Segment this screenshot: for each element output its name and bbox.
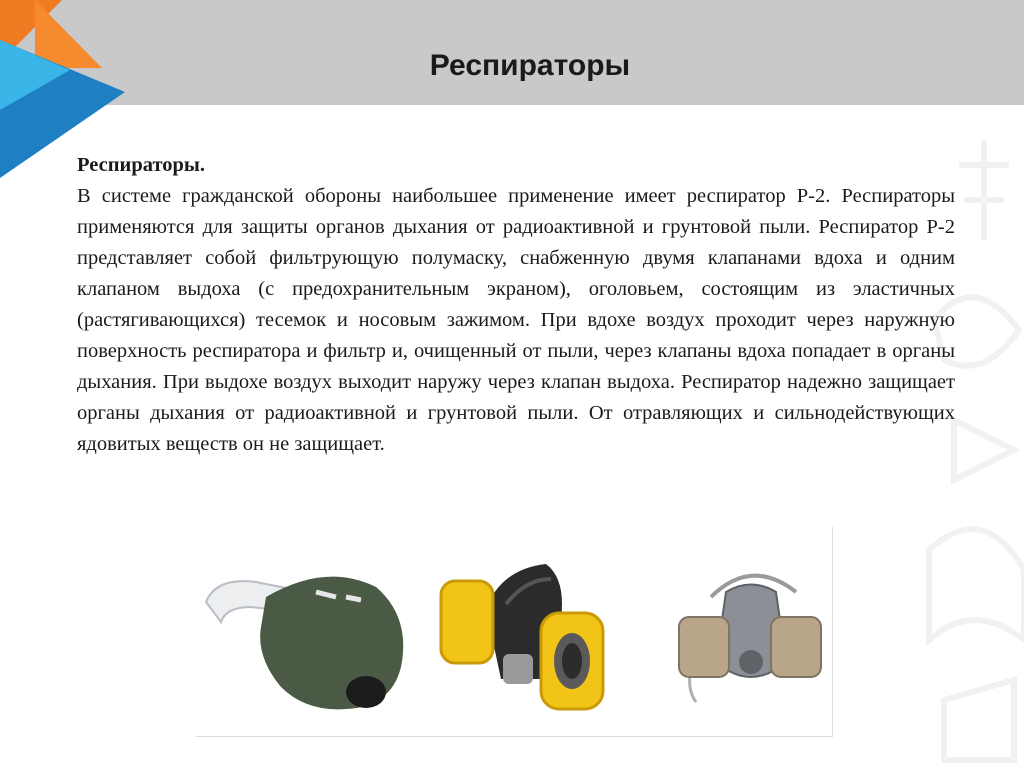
- green-respirator-icon: [196, 567, 416, 717]
- slide-title: Респираторы: [429, 49, 631, 82]
- respirator-photos: [196, 527, 833, 737]
- content-heading: Респираторы.: [77, 154, 206, 176]
- content-paragraph: В системе гражданской обороны наибольшее применение имеет респиратор Р-2. Респираторы применяются для защиты органов дыхания от радиоактивной и грунтовой пыли. Респиратор Р-2 представляет собой фильтрующую полумаску, снабженную двумя клапанами вдоха и одним клапаном выдоха (с предохранительным экраном), оголовьем, состоящим из эластичных (растягивающихся) тесемок и носовым зажимом. При вдохе воздух проходит через наружную поверхность респиратора и фильтр и, очищенный от пыли, через клапаны вдоха попадает в органы дыхания. При выдохе воздух выходит наружу через клапан выдоха. Респиратор надежно защищает органы дыхания от радиоактивной и грунтовой пыли. От отравляющих и сильнодействующих ядовитых веществ он не защищает.: [77, 185, 955, 455]
- gray-half-mask-respirator-icon: [671, 562, 831, 712]
- slide-content: [77, 150, 955, 460]
